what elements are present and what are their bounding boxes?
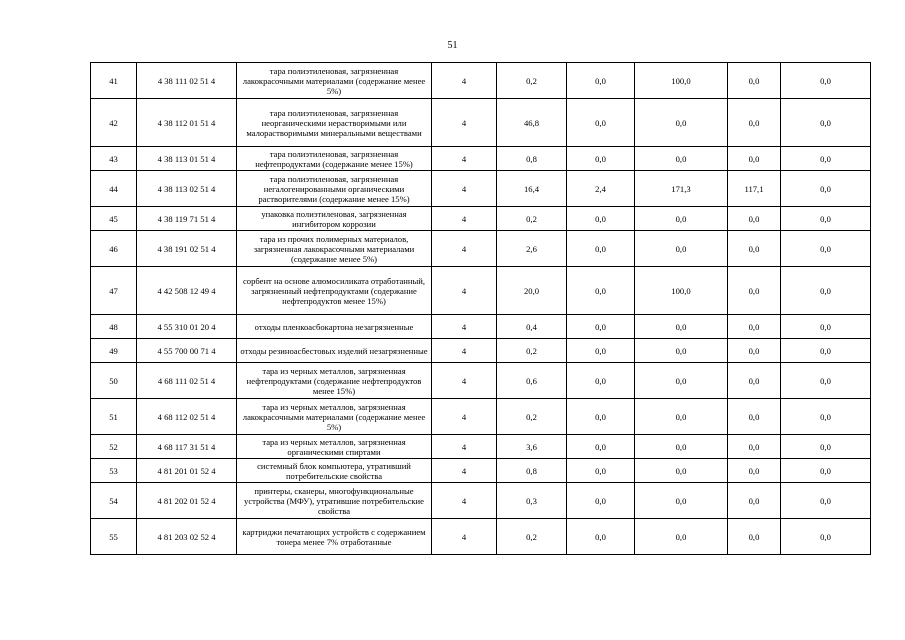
value-5: 0,0 <box>781 519 871 555</box>
value-1: 46,8 <box>497 99 567 147</box>
hazard-class: 4 <box>432 63 497 99</box>
row-number: 55 <box>91 519 137 555</box>
hazard-class: 4 <box>432 519 497 555</box>
value-1: 0,2 <box>497 519 567 555</box>
waste-code: 4 38 111 02 51 4 <box>137 63 237 99</box>
table-row <box>91 171 871 207</box>
row-number: 49 <box>91 339 137 363</box>
waste-code: 4 38 113 02 51 4 <box>137 171 237 207</box>
value-3: 0,0 <box>635 231 728 267</box>
table-row <box>91 231 871 267</box>
hazard-class: 4 <box>432 207 497 231</box>
value-5: 0,0 <box>781 435 871 459</box>
waste-description: принтеры, сканеры, многофункциональные устройства (МФУ), утратившие потребительские свойства <box>237 483 432 519</box>
waste-code: 4 55 700 00 71 4 <box>137 339 237 363</box>
value-3: 0,0 <box>635 483 728 519</box>
value-4: 0,0 <box>728 267 781 315</box>
waste-code: 4 38 191 02 51 4 <box>137 231 237 267</box>
table-row <box>91 207 871 231</box>
table-row <box>91 519 871 555</box>
table-row <box>91 339 871 363</box>
table-row <box>91 63 871 99</box>
value-2: 0,0 <box>567 483 635 519</box>
value-1: 0,8 <box>497 147 567 171</box>
waste-description: сорбент на основе алюмосиликата отработанный, загрязненный нефтепродуктами (содержание нефтепродуктов менее 15%) <box>237 267 432 315</box>
waste-code: 4 68 112 02 51 4 <box>137 399 237 435</box>
hazard-class: 4 <box>432 315 497 339</box>
value-4: 0,0 <box>728 207 781 231</box>
value-2: 0,0 <box>567 315 635 339</box>
value-4: 117,1 <box>728 171 781 207</box>
row-number: 54 <box>91 483 137 519</box>
row-number: 51 <box>91 399 137 435</box>
page-number: 51 <box>447 40 458 51</box>
waste-code: 4 68 111 02 51 4 <box>137 363 237 399</box>
waste-description: тара полиэтиленовая, загрязненная лакокрасочными материалами (содержание менее 5%) <box>237 63 432 99</box>
value-5: 0,0 <box>781 399 871 435</box>
value-2: 0,0 <box>567 231 635 267</box>
waste-code: 4 81 201 01 52 4 <box>137 459 237 483</box>
value-4: 0,0 <box>728 399 781 435</box>
waste-code: 4 68 117 31 51 4 <box>137 435 237 459</box>
value-3: 100,0 <box>635 63 728 99</box>
value-5: 0,0 <box>781 315 871 339</box>
value-4: 0,0 <box>728 63 781 99</box>
value-3: 0,0 <box>635 399 728 435</box>
waste-description: тара из прочих полимерных материалов, загрязненная лакокрасочными материалами (содержание менее 5%) <box>237 231 432 267</box>
table-body <box>91 63 871 555</box>
row-number: 52 <box>91 435 137 459</box>
value-1: 0,2 <box>497 207 567 231</box>
value-3: 0,0 <box>635 339 728 363</box>
waste-description: картриджи печатающих устройств с содержанием тонера менее 7% отработанные <box>237 519 432 555</box>
value-4: 0,0 <box>728 339 781 363</box>
value-3: 0,0 <box>635 99 728 147</box>
row-number: 48 <box>91 315 137 339</box>
value-3: 0,0 <box>635 459 728 483</box>
waste-description: тара из черных металлов, загрязненная нефтепродуктами (содержание нефтепродуктов менее 15%) <box>237 363 432 399</box>
value-2: 0,0 <box>567 63 635 99</box>
hazard-class: 4 <box>432 399 497 435</box>
value-1: 0,2 <box>497 399 567 435</box>
value-2: 0,0 <box>567 435 635 459</box>
row-number: 47 <box>91 267 137 315</box>
value-1: 20,0 <box>497 267 567 315</box>
hazard-class: 4 <box>432 267 497 315</box>
value-2: 0,0 <box>567 459 635 483</box>
waste-description: отходы пленкоасбокартона незагрязненные <box>237 315 432 339</box>
waste-description: отходы резиноасбестовых изделий незагрязненные <box>237 339 432 363</box>
value-3: 0,0 <box>635 435 728 459</box>
hazard-class: 4 <box>432 147 497 171</box>
value-5: 0,0 <box>781 267 871 315</box>
value-4: 0,0 <box>728 231 781 267</box>
waste-description: тара полиэтиленовая, загрязненная нефтепродуктами (содержание менее 15%) <box>237 147 432 171</box>
value-2: 0,0 <box>567 99 635 147</box>
value-2: 0,0 <box>567 339 635 363</box>
hazard-class: 4 <box>432 339 497 363</box>
value-2: 0,0 <box>567 399 635 435</box>
waste-description: тара из черных металлов, загрязненная органическими спиртами <box>237 435 432 459</box>
value-4: 0,0 <box>728 519 781 555</box>
value-1: 0,4 <box>497 315 567 339</box>
waste-description: тара полиэтиленовая, загрязненная неорганическими нерастворимыми или малорастворимыми минеральными веществами <box>237 99 432 147</box>
value-2: 0,0 <box>567 207 635 231</box>
value-3: 0,0 <box>635 207 728 231</box>
waste-description: тара полиэтиленовая, загрязненная негалогенированными органическими растворителями (содержание менее 15%) <box>237 171 432 207</box>
value-1: 3,6 <box>497 435 567 459</box>
row-number: 44 <box>91 171 137 207</box>
table-row <box>91 399 871 435</box>
waste-code: 4 42 508 12 49 4 <box>137 267 237 315</box>
value-2: 0,0 <box>567 363 635 399</box>
value-5: 0,0 <box>781 231 871 267</box>
table-row <box>91 267 871 315</box>
value-5: 0,0 <box>781 483 871 519</box>
row-number: 42 <box>91 99 137 147</box>
value-4: 0,0 <box>728 435 781 459</box>
value-4: 0,0 <box>728 363 781 399</box>
value-5: 0,0 <box>781 459 871 483</box>
value-3: 100,0 <box>635 267 728 315</box>
value-4: 0,0 <box>728 147 781 171</box>
table-row <box>91 459 871 483</box>
value-2: 0,0 <box>567 519 635 555</box>
value-1: 0,2 <box>497 339 567 363</box>
row-number: 50 <box>91 363 137 399</box>
value-3: 0,0 <box>635 519 728 555</box>
value-5: 0,0 <box>781 171 871 207</box>
value-1: 16,4 <box>497 171 567 207</box>
waste-code: 4 38 113 01 51 4 <box>137 147 237 171</box>
waste-code: 4 81 203 02 52 4 <box>137 519 237 555</box>
table-row <box>91 435 871 459</box>
table-row <box>91 315 871 339</box>
row-number: 45 <box>91 207 137 231</box>
hazard-class: 4 <box>432 231 497 267</box>
value-2: 2,4 <box>567 171 635 207</box>
waste-description: упаковка полиэтиленовая, загрязненная ингибитором коррозии <box>237 207 432 231</box>
table-row <box>91 147 871 171</box>
value-4: 0,0 <box>728 483 781 519</box>
waste-table <box>90 62 871 555</box>
hazard-class: 4 <box>432 99 497 147</box>
value-1: 0,8 <box>497 459 567 483</box>
hazard-class: 4 <box>432 483 497 519</box>
value-5: 0,0 <box>781 339 871 363</box>
waste-description: тара из черных металлов, загрязненная лакокрасочными материалами (содержание менее 5%) <box>237 399 432 435</box>
value-4: 0,0 <box>728 315 781 339</box>
value-3: 0,0 <box>635 315 728 339</box>
value-3: 171,3 <box>635 171 728 207</box>
hazard-class: 4 <box>432 459 497 483</box>
value-1: 0,2 <box>497 63 567 99</box>
value-5: 0,0 <box>781 63 871 99</box>
table-row <box>91 363 871 399</box>
hazard-class: 4 <box>432 435 497 459</box>
value-5: 0,0 <box>781 147 871 171</box>
value-4: 0,0 <box>728 99 781 147</box>
value-2: 0,0 <box>567 267 635 315</box>
waste-code: 4 38 112 01 51 4 <box>137 99 237 147</box>
waste-description: системный блок компьютера, утративший потребительские свойства <box>237 459 432 483</box>
waste-code: 4 38 119 71 51 4 <box>137 207 237 231</box>
value-5: 0,0 <box>781 99 871 147</box>
row-number: 43 <box>91 147 137 171</box>
value-1: 0,6 <box>497 363 567 399</box>
row-number: 46 <box>91 231 137 267</box>
value-5: 0,0 <box>781 207 871 231</box>
value-3: 0,0 <box>635 147 728 171</box>
waste-code: 4 81 202 01 52 4 <box>137 483 237 519</box>
value-1: 0,3 <box>497 483 567 519</box>
table-row <box>91 483 871 519</box>
value-3: 0,0 <box>635 363 728 399</box>
hazard-class: 4 <box>432 363 497 399</box>
value-5: 0,0 <box>781 363 871 399</box>
value-2: 0,0 <box>567 147 635 171</box>
row-number: 53 <box>91 459 137 483</box>
waste-code: 4 55 310 01 20 4 <box>137 315 237 339</box>
hazard-class: 4 <box>432 171 497 207</box>
value-1: 2,6 <box>497 231 567 267</box>
table-row <box>91 99 871 147</box>
row-number: 41 <box>91 63 137 99</box>
value-4: 0,0 <box>728 459 781 483</box>
